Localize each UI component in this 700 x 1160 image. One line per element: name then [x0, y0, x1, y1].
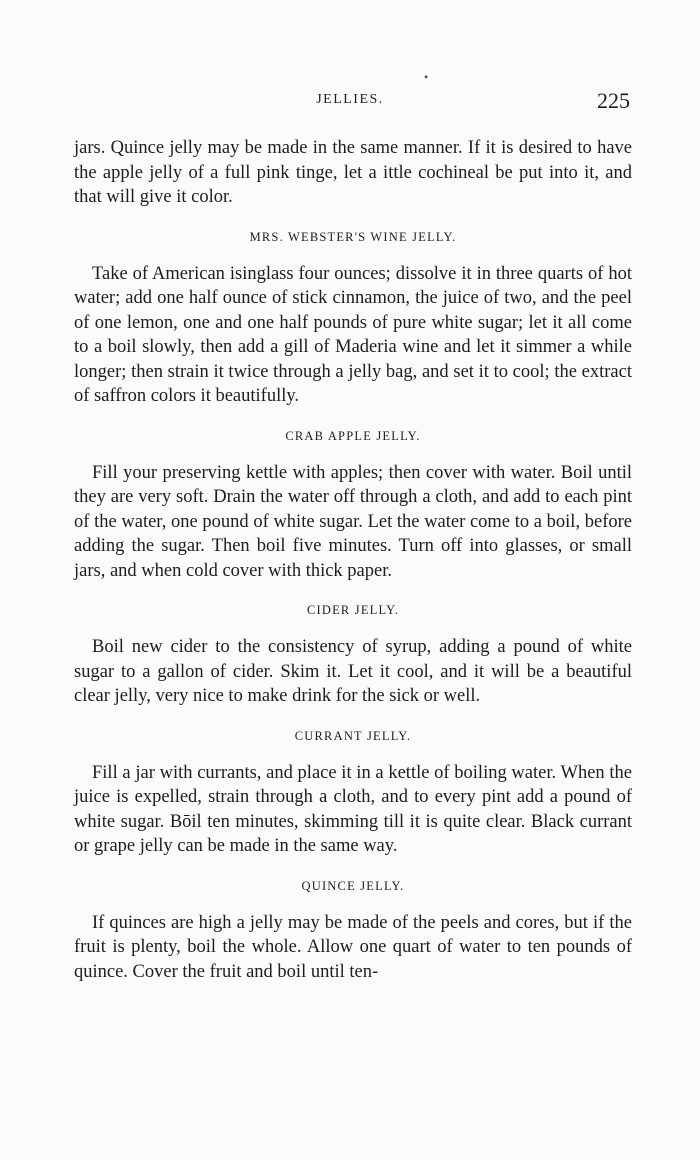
recipe-heading-wine-jelly: MRS. WEBSTER'S WINE JELLY.	[249, 229, 457, 244]
running-head-title: JELLIES.	[316, 92, 384, 107]
page-number: 225	[597, 88, 630, 113]
recipe-text-crab-apple-jelly: Fill your preserving kettle with apples; then cover with water. Boil until they are very soft. Drain the water off through a cloth, and add to each pint of the water, one pound of white sugar. Let the water come to a boil, before adding the sugar. Then boil five minutes. Turn off into glasses, or small jars, and when cold cover with thick paper.	[74, 462, 632, 581]
recipe-text-wine-jelly: Take of American isinglass four ounces; dissolve it in three quarts of hot water; add one half ounce of stick cinnamon, the juice of two, and the peel of one lemon, one and one half pounds of pure white sugar; let it all come to a boil slowly, then add a gill of Maderia wine and let it simmer a while longer; then strain it twice through a jelly bag, and set it to cool; the extract of saffron colors it beautifully.	[74, 263, 632, 406]
recipe-heading-currant-jelly: CURRANT JELLY.	[294, 728, 412, 743]
ink-speck: •	[424, 70, 429, 84]
recipe-heading-cider-jelly: CIDER JELLY.	[306, 603, 400, 617]
recipe-text-quince-jelly: If quinces are high a jelly may be made of the peels and cores, but if the fruit is plenty, boil the whole. Allow one quart of water to ten pounds of quince. Cover the fruit and boil until ten-	[74, 912, 632, 982]
recipe-text-currant-jelly: Fill a jar with currants, and place it in a kettle of boiling water. When the juice is expelled, strain through a cloth, and to every pint add a pound of white sugar. Bōil ten minutes, skimming till it is quite clear. Black currant or grape jelly can be made in the same way.	[74, 762, 632, 856]
recipe-heading-quince-jelly: QUINCE JELLY.	[301, 878, 405, 893]
recipe-text-cider-jelly: Boil new cider to the consistency of syrup, adding a pound of white sugar to a gallon of cider. Skim it. Let it cool, and it will be a beautiful clear jelly, very nice to make drink for the sick or well.	[74, 637, 632, 706]
paragraph-continuation: jars. Quince jelly may be made in the same manner. If it is desired to have the apple jelly of a full pink tinge, let a ittle cochineal be put into it, and that will give it color.	[74, 138, 632, 207]
page-body	[74, 136, 632, 984]
running-head	[0, 88, 700, 118]
recipe-heading-crab-apple-jelly: CRAB APPLE JELLY.	[285, 428, 421, 443]
